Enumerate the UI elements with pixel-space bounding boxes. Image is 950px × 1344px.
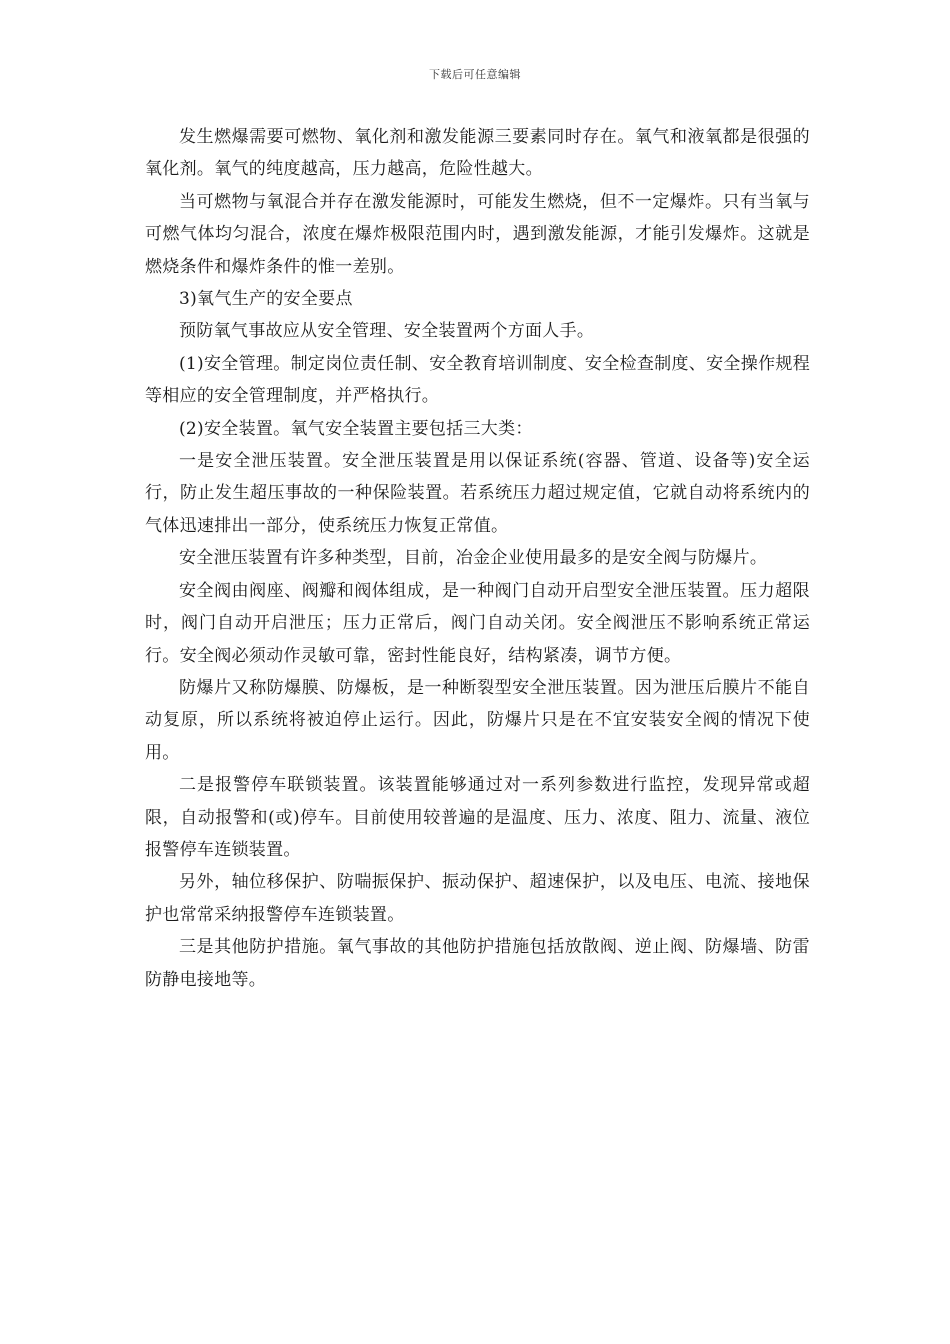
paragraph-other-measures: 三是其他防护措施。氧气事故的其他防护措施包括放散阀、逆止阀、防爆墙、防雷防静电接地等。: [145, 937, 810, 990]
paragraph-2: 当可燃物与氧混合并存在激发能源时，可能发生燃烧，但不一定爆炸。只有当氧与可燃气体均匀混合，浓度在爆炸极限范围内时，遇到激发能源，才能引发爆炸。这就是燃烧条件和爆炸条件的惟一差别。: [145, 191, 810, 277]
paragraph-1: 发生燃爆需要可燃物、氧化剂和激发能源三要素同时存在。氧气和液氧都是很强的氧化剂。氧气的纯度越高，压力越高，危险性越大。: [145, 127, 810, 180]
paragraph-rupture-disc: 防爆片又称防爆膜、防爆板，是一种断裂型安全泄压装置。因为泄压后膜片不能自动复原，所以系统将被迫停止运行。因此，防爆片只是在不宜安装安全阀的情况下使用。: [145, 677, 810, 763]
paragraph-safety-management: (1)安全管理。制定岗位责任制、安全教育培训制度、安全检查制度、安全操作规程等相应的安全管理制度，并严格执行。: [145, 353, 810, 407]
paragraph-relief-types: 安全泄压装置有许多种类型，目前，冶金企业使用最多的是安全阀与防爆片。: [179, 548, 768, 569]
paragraph-4: 预防氧气事故应从安全管理、安全装置两个方面人手。: [179, 321, 595, 342]
paragraph-safety-devices: (2)安全装置。氧气安全装置主要包括三大类：: [179, 418, 533, 439]
paragraph-safety-valve: 安全阀由阀座、阀瓣和阀体组成，是一种阀门自动开启型安全泄压装置。压力超限时，阀门自动开启泄压；压力正常后，阀门自动关闭。安全阀泄压不影响系统正常运行。安全阀必须动作灵敏可靠，密封性能良好，结构紧凑，调节方便。: [145, 580, 810, 666]
paragraph-pressure-relief: 一是安全泄压装置。安全泄压装置是用以保证系统(容器、管道、设备等)安全运行，防止发生超压事故的一种保险装置。若系统压力超过规定值，它就自动将系统内的气体迅速排出一部分，使系统压力恢复正常值。: [145, 451, 810, 536]
document-body: [145, 121, 810, 996]
paragraph-alarm-interlock: 二是报警停车联锁装置。该装置能够通过对一系列参数进行监控，发现异常或超限，自动报警和(或)停车。目前使用较普遍的是温度、压力、浓度、阻力、流量、液位报警停车连锁装置。: [145, 775, 810, 860]
section-heading-oxygen-safety: 3)氧气生产的安全要点: [179, 289, 353, 310]
paragraph-other-protection: 另外，轴位移保护、防喘振保护、振动保护、超速保护，以及电压、电流、接地保护也常常采纳报警停车连锁装置。: [145, 872, 810, 925]
page-header: 下载后可任意编辑: [429, 68, 521, 81]
